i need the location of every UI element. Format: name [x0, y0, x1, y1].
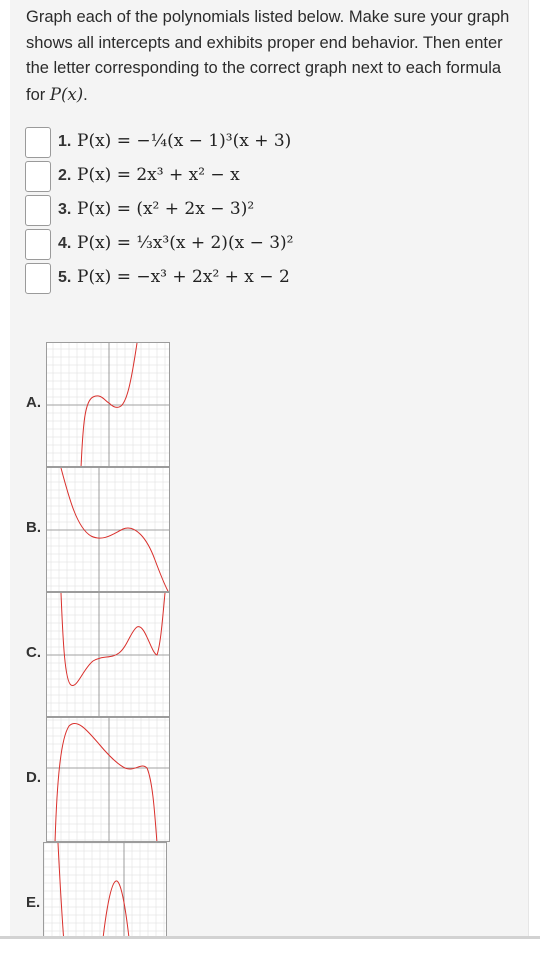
- instructions: [26, 5, 521, 108]
- graph-letter-e: E.: [26, 894, 41, 911]
- formula-expression-4: P(x) = ⅓x³(x + 2)(x − 3)²: [77, 233, 294, 253]
- bottom-divider: [0, 936, 540, 939]
- instructions-end: .: [83, 85, 88, 104]
- question-panel: [10, 0, 529, 936]
- graph-b-plot: [47, 468, 170, 592]
- graph-e: [43, 842, 167, 936]
- graph-d-plot: [47, 718, 170, 842]
- formula-expression-5: P(x) = −x³ + 2x² + x − 2: [77, 267, 290, 287]
- formula-row-1: [25, 127, 425, 159]
- graph-letter-a: A.: [26, 394, 41, 411]
- graph-d-grid: [47, 718, 170, 842]
- formula-expression-2: P(x) = 2x³ + x² − x: [77, 165, 240, 185]
- graph-d: [46, 717, 170, 842]
- function-name: P(x): [49, 84, 84, 104]
- graph-letter-d: D.: [26, 769, 41, 786]
- formula-row-5: [25, 263, 425, 295]
- answer-input-3[interactable]: [25, 195, 51, 226]
- formula-expression-3: P(x) = (x² + 2x − 3)²: [77, 199, 255, 219]
- formula-number-3: 3.: [58, 201, 72, 218]
- graph-a: [46, 342, 170, 467]
- graph-letter-c: C.: [26, 644, 41, 661]
- graph-option-e: [10, 842, 190, 936]
- graph-e-curve: [58, 843, 132, 936]
- instructions-text: Graph each of the polynomials listed below. Make sure your graph shows all intercepts and exhibits proper end behavior. Then enter the letter corresponding to the correct graph next to each formula for: [26, 8, 510, 104]
- graph-option-d: [10, 717, 190, 842]
- answer-input-2[interactable]: [25, 161, 51, 192]
- formula-row-2: [25, 161, 425, 193]
- formula-number-2: 2.: [58, 167, 72, 184]
- graph-b: [46, 467, 170, 592]
- formula-number-4: 4.: [58, 235, 72, 252]
- graph-c: [46, 592, 170, 717]
- formula-number-1: 1.: [58, 133, 72, 150]
- answer-input-1[interactable]: [25, 127, 51, 158]
- formula-expression-1: P(x) = −¼(x − 1)³(x + 3): [77, 131, 292, 151]
- graph-c-plot: [47, 593, 170, 717]
- graph-option-c: [10, 592, 190, 717]
- answer-input-4[interactable]: [25, 229, 51, 260]
- graph-letter-b: B.: [26, 519, 41, 536]
- formula-number-5: 5.: [58, 269, 72, 286]
- graph-option-b: [10, 467, 190, 592]
- graph-e-plot: [44, 843, 167, 936]
- formula-row-3: [25, 195, 425, 227]
- graph-a-plot: [47, 343, 170, 467]
- graph-option-a: [10, 342, 190, 467]
- answer-input-5[interactable]: [25, 263, 51, 294]
- formula-row-4: [25, 229, 425, 261]
